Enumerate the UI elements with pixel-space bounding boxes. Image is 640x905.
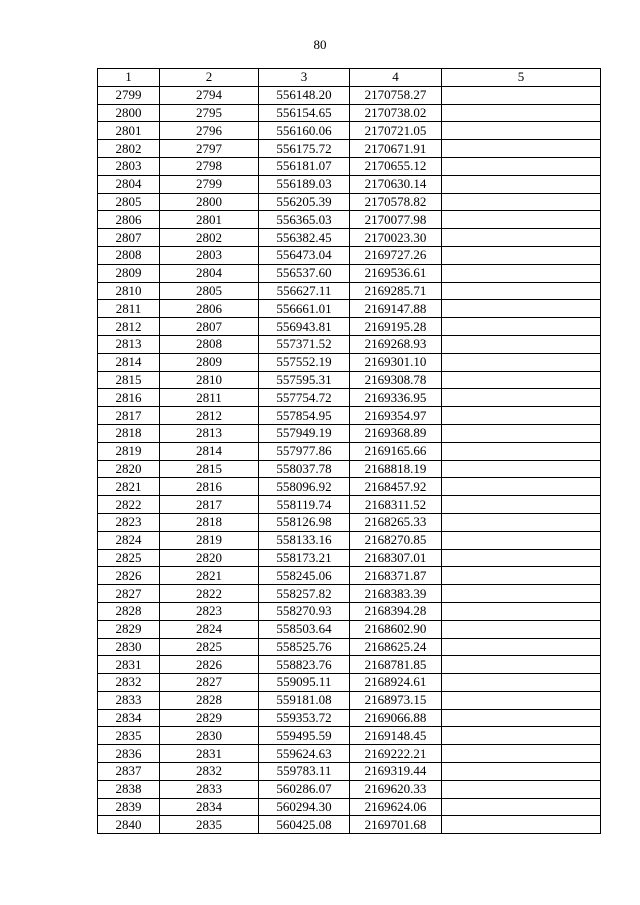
table-cell: 2797: [160, 140, 259, 158]
table-cell: 2801: [98, 122, 160, 140]
table-cell: 2823: [160, 602, 259, 620]
table-cell: 2170738.02: [350, 104, 442, 122]
table-cell: 2170721.05: [350, 122, 442, 140]
table-cell: [442, 353, 601, 371]
table-cell: 558245.06: [259, 567, 350, 585]
table-cell: 2794: [160, 86, 259, 104]
table-cell: 2169285.71: [350, 282, 442, 300]
table-cell: 2168924.61: [350, 674, 442, 692]
table-cell: 2807: [98, 229, 160, 247]
table-row: [98, 193, 601, 211]
table-cell: 2801: [160, 211, 259, 229]
table-cell: 2169624.06: [350, 798, 442, 816]
table-cell: 558119.74: [259, 496, 350, 514]
table-cell: 2168307.01: [350, 549, 442, 567]
table-cell: 2809: [98, 264, 160, 282]
table-cell: 2836: [98, 745, 160, 763]
table-cell: 2805: [160, 282, 259, 300]
table-cell: 2810: [98, 282, 160, 300]
table-cell: 559495.59: [259, 727, 350, 745]
table-cell: [442, 86, 601, 104]
table-cell: 2168973.15: [350, 691, 442, 709]
table-cell: 558823.76: [259, 656, 350, 674]
table-cell: 2800: [160, 193, 259, 211]
table-cell: 2168383.39: [350, 585, 442, 603]
table-cell: 2169195.28: [350, 318, 442, 336]
table-cell: 556175.72: [259, 140, 350, 158]
table-cell: 2170671.91: [350, 140, 442, 158]
page-number: 80: [313, 37, 327, 52]
table-cell: [442, 674, 601, 692]
table-cell: 2814: [98, 353, 160, 371]
table-cell: 2822: [160, 585, 259, 603]
table-cell: 2822: [98, 496, 160, 514]
table-row: [98, 727, 601, 745]
table-cell: 2805: [98, 193, 160, 211]
table-cell: 556160.06: [259, 122, 350, 140]
table-row: [98, 104, 601, 122]
table-cell: [442, 549, 601, 567]
table-cell: 557595.31: [259, 371, 350, 389]
table-cell: 2825: [160, 638, 259, 656]
table-cell: 2800: [98, 104, 160, 122]
table-cell: 2815: [160, 460, 259, 478]
table-cell: 556189.03: [259, 175, 350, 193]
table-cell: 2838: [98, 780, 160, 798]
table-cell: 2835: [98, 727, 160, 745]
table-cell: 556537.60: [259, 264, 350, 282]
table-cell: 2816: [98, 389, 160, 407]
table-cell: 2817: [160, 496, 259, 514]
table-cell: 2819: [160, 531, 259, 549]
table-cell: [442, 193, 601, 211]
table-row: [98, 282, 601, 300]
table-cell: 2169336.95: [350, 389, 442, 407]
table-cell: 2810: [160, 371, 259, 389]
table-cell: 2832: [98, 674, 160, 692]
table-cell: [442, 318, 601, 336]
table-cell: 2827: [160, 674, 259, 692]
table-cell: 2169727.26: [350, 246, 442, 264]
table-row: [98, 229, 601, 247]
table-cell: 558270.93: [259, 602, 350, 620]
table-cell: 558133.16: [259, 531, 350, 549]
table-row: [98, 691, 601, 709]
table-cell: 556181.07: [259, 157, 350, 175]
table-cell: 557854.95: [259, 407, 350, 425]
table-body: [98, 86, 601, 833]
table-cell: 2813: [98, 335, 160, 353]
table-cell: 2812: [98, 318, 160, 336]
table-row: [98, 478, 601, 496]
table-cell: 2169301.10: [350, 353, 442, 371]
table-cell: [442, 709, 601, 727]
table-cell: 2808: [98, 246, 160, 264]
table-cell: 2169308.78: [350, 371, 442, 389]
table-cell: [442, 442, 601, 460]
table-cell: 2814: [160, 442, 259, 460]
table-row: [98, 745, 601, 763]
table-cell: 2807: [160, 318, 259, 336]
table-row: [98, 211, 601, 229]
table-cell: [442, 389, 601, 407]
table-cell: 2833: [160, 780, 259, 798]
table-cell: [442, 602, 601, 620]
table-cell: 557552.19: [259, 353, 350, 371]
table-cell: 2169147.88: [350, 300, 442, 318]
table-cell: 2168311.52: [350, 496, 442, 514]
table-cell: 2169620.33: [350, 780, 442, 798]
table-cell: 2806: [160, 300, 259, 318]
table-cell: 2168270.85: [350, 531, 442, 549]
table-cell: 2170630.14: [350, 175, 442, 193]
column-header: 4: [350, 69, 442, 87]
table-cell: 2170023.30: [350, 229, 442, 247]
table-cell: 556661.01: [259, 300, 350, 318]
table-row: [98, 602, 601, 620]
table-cell: 2820: [98, 460, 160, 478]
table-cell: [442, 335, 601, 353]
table-cell: 558096.92: [259, 478, 350, 496]
table-cell: 2818: [160, 513, 259, 531]
table-cell: 559624.63: [259, 745, 350, 763]
table-cell: 2811: [160, 389, 259, 407]
table-cell: 2813: [160, 424, 259, 442]
table-cell: 556382.45: [259, 229, 350, 247]
table-cell: [442, 140, 601, 158]
table-cell: [442, 300, 601, 318]
table-cell: [442, 282, 601, 300]
table-cell: 2170758.27: [350, 86, 442, 104]
table-cell: [442, 780, 601, 798]
table-cell: 2831: [160, 745, 259, 763]
table-cell: [442, 763, 601, 781]
table-row: [98, 371, 601, 389]
table-cell: 2830: [160, 727, 259, 745]
table-row: [98, 638, 601, 656]
table-cell: 2169354.97: [350, 407, 442, 425]
table-cell: 557977.86: [259, 442, 350, 460]
table-cell: 2830: [98, 638, 160, 656]
table-cell: 556205.39: [259, 193, 350, 211]
table-cell: 2168781.85: [350, 656, 442, 674]
table-cell: 2820: [160, 549, 259, 567]
table-cell: 2819: [98, 442, 160, 460]
table-cell: [442, 460, 601, 478]
table-cell: 2169368.89: [350, 424, 442, 442]
table-cell: 2799: [98, 86, 160, 104]
table-row: [98, 656, 601, 674]
table-cell: 2168625.24: [350, 638, 442, 656]
table-cell: 2169148.45: [350, 727, 442, 745]
table-cell: 2169536.61: [350, 264, 442, 282]
table-cell: 2828: [98, 602, 160, 620]
table-cell: 558503.64: [259, 620, 350, 638]
table-cell: 556148.20: [259, 86, 350, 104]
table-cell: 559095.11: [259, 674, 350, 692]
table-row: [98, 709, 601, 727]
table-cell: 2169222.21: [350, 745, 442, 763]
table-cell: [442, 691, 601, 709]
table-cell: [442, 229, 601, 247]
table-cell: [442, 175, 601, 193]
table-cell: 558126.98: [259, 513, 350, 531]
table-cell: 2804: [160, 264, 259, 282]
table-cell: 558037.78: [259, 460, 350, 478]
table-cell: 2802: [98, 140, 160, 158]
table-cell: 2825: [98, 549, 160, 567]
table-row: [98, 246, 601, 264]
table-cell: 2829: [160, 709, 259, 727]
table-cell: [442, 727, 601, 745]
table-cell: 2828: [160, 691, 259, 709]
table-row: [98, 175, 601, 193]
table-cell: 2816: [160, 478, 259, 496]
table-cell: 2168394.28: [350, 602, 442, 620]
table-cell: 2168602.90: [350, 620, 442, 638]
table-cell: 2168818.19: [350, 460, 442, 478]
table-cell: 2824: [160, 620, 259, 638]
table-row: [98, 424, 601, 442]
table-cell: 2834: [160, 798, 259, 816]
table-cell: 2829: [98, 620, 160, 638]
table-row: [98, 86, 601, 104]
table-row: [98, 780, 601, 798]
table-cell: 2808: [160, 335, 259, 353]
table-row: [98, 353, 601, 371]
table-cell: 559353.72: [259, 709, 350, 727]
table-cell: [442, 513, 601, 531]
table-cell: 2824: [98, 531, 160, 549]
table-cell: 2804: [98, 175, 160, 193]
table-cell: 2169165.66: [350, 442, 442, 460]
table-cell: 2821: [160, 567, 259, 585]
table-cell: [442, 424, 601, 442]
table-cell: 2169268.93: [350, 335, 442, 353]
table-cell: [442, 745, 601, 763]
table-cell: 556943.81: [259, 318, 350, 336]
table-cell: [442, 122, 601, 140]
table-cell: 2806: [98, 211, 160, 229]
table-cell: [442, 798, 601, 816]
table-row: [98, 318, 601, 336]
table-cell: 2834: [98, 709, 160, 727]
table-cell: 560294.30: [259, 798, 350, 816]
table-cell: [442, 104, 601, 122]
table-cell: [442, 478, 601, 496]
table-cell: [442, 371, 601, 389]
table-cell: [442, 656, 601, 674]
column-header: 3: [259, 69, 350, 87]
table-row: [98, 763, 601, 781]
table-cell: 2802: [160, 229, 259, 247]
table-cell: [442, 620, 601, 638]
table-cell: 2811: [98, 300, 160, 318]
table-row: [98, 585, 601, 603]
table-cell: [442, 531, 601, 549]
table-cell: 2798: [160, 157, 259, 175]
table-cell: [442, 211, 601, 229]
table-row: [98, 674, 601, 692]
table-row: [98, 442, 601, 460]
table-row: [98, 264, 601, 282]
table-cell: 2168371.87: [350, 567, 442, 585]
table-cell: 558257.82: [259, 585, 350, 603]
table-cell: 2169066.88: [350, 709, 442, 727]
table-cell: 556627.11: [259, 282, 350, 300]
table-cell: 2799: [160, 175, 259, 193]
table-cell: [442, 638, 601, 656]
table-cell: 559181.08: [259, 691, 350, 709]
table-cell: 2170077.98: [350, 211, 442, 229]
table-cell: 2169701.68: [350, 816, 442, 834]
table-row: [98, 300, 601, 318]
column-header: 1: [98, 69, 160, 87]
table-cell: 558173.21: [259, 549, 350, 567]
table-cell: 2832: [160, 763, 259, 781]
table-cell: [442, 157, 601, 175]
table-row: [98, 513, 601, 531]
table-row: [98, 140, 601, 158]
table-cell: 2826: [160, 656, 259, 674]
table-row: [98, 496, 601, 514]
table-row: [98, 157, 601, 175]
table-cell: 2170655.12: [350, 157, 442, 175]
table-row: [98, 798, 601, 816]
table-cell: 556473.04: [259, 246, 350, 264]
coordinates-table: [97, 68, 601, 834]
table-cell: 2817: [98, 407, 160, 425]
table-cell: 2833: [98, 691, 160, 709]
table-cell: 2815: [98, 371, 160, 389]
table-row: [98, 816, 601, 834]
table-cell: 2795: [160, 104, 259, 122]
table-cell: 2831: [98, 656, 160, 674]
table-cell: 2168265.33: [350, 513, 442, 531]
table-cell: [442, 816, 601, 834]
table-row: [98, 531, 601, 549]
table-cell: 2809: [160, 353, 259, 371]
table-cell: 557949.19: [259, 424, 350, 442]
table-cell: 556154.65: [259, 104, 350, 122]
table-row: [98, 122, 601, 140]
table-cell: 2835: [160, 816, 259, 834]
table-cell: 559783.11: [259, 763, 350, 781]
table-cell: 2803: [160, 246, 259, 264]
table-row: [98, 567, 601, 585]
table-cell: [442, 246, 601, 264]
table-cell: [442, 496, 601, 514]
table-cell: 2170578.82: [350, 193, 442, 211]
table-cell: 558525.76: [259, 638, 350, 656]
table-cell: [442, 567, 601, 585]
column-header: 2: [160, 69, 259, 87]
table-row: [98, 549, 601, 567]
table-header-row: [98, 69, 601, 87]
table-cell: 2840: [98, 816, 160, 834]
table-cell: 2837: [98, 763, 160, 781]
table-row: [98, 460, 601, 478]
table-row: [98, 335, 601, 353]
table-cell: 557754.72: [259, 389, 350, 407]
table-cell: 560425.08: [259, 816, 350, 834]
table-cell: 2169319.44: [350, 763, 442, 781]
column-header: 5: [442, 69, 601, 87]
table-cell: 2812: [160, 407, 259, 425]
table-cell: 557371.52: [259, 335, 350, 353]
table-cell: 2803: [98, 157, 160, 175]
table-cell: 560286.07: [259, 780, 350, 798]
table-cell: 556365.03: [259, 211, 350, 229]
table-row: [98, 407, 601, 425]
table-cell: 2821: [98, 478, 160, 496]
table-cell: 2827: [98, 585, 160, 603]
table-cell: [442, 407, 601, 425]
table-cell: 2823: [98, 513, 160, 531]
table-cell: 2818: [98, 424, 160, 442]
table-cell: [442, 264, 601, 282]
table-row: [98, 620, 601, 638]
table-row: [98, 389, 601, 407]
table-cell: 2826: [98, 567, 160, 585]
table-cell: 2796: [160, 122, 259, 140]
table-cell: 2839: [98, 798, 160, 816]
table-cell: 2168457.92: [350, 478, 442, 496]
table-cell: [442, 585, 601, 603]
